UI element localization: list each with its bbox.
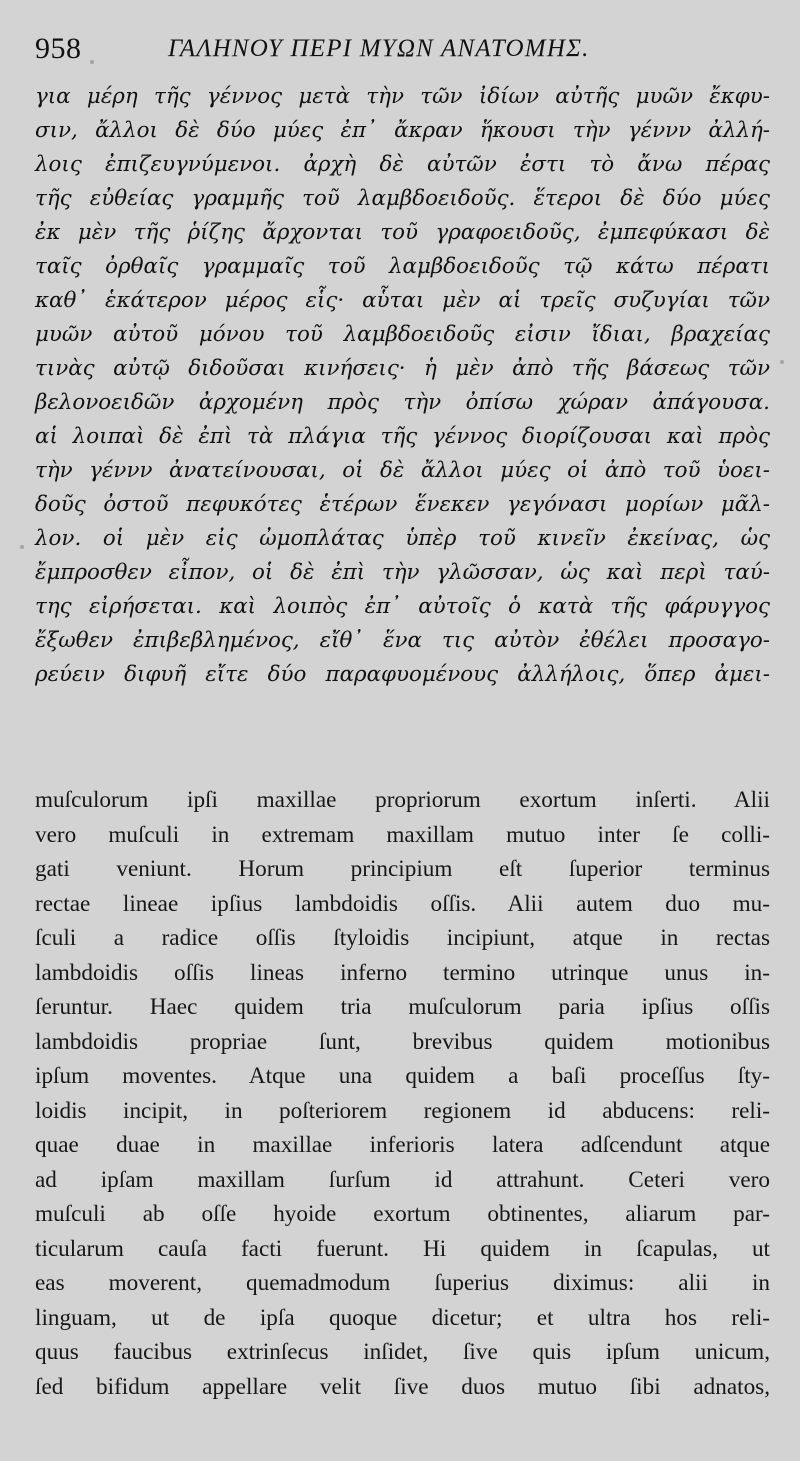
greek-line: αἱ λοιπαὶ δὲ ἐπὶ τὰ πλάγια τῆς γέννος διορίζουσαι καὶ πρὸς (35, 424, 770, 449)
latin-line: ſeruntur. Haec quidem tria muſculorum paria ipſius oſſis (35, 994, 770, 1020)
greek-line: δοῦς ὀστοῦ πεφυκότες ἑτέρων ἕνεκεν γεγόνασι μορίων μᾶλ- (35, 492, 770, 517)
running-title: ΓΑΛΗΝΟΥ ΠΕΡΙ ΜΥΩΝ ΑΝΑΤΟΜΗΣ. (168, 35, 590, 62)
greek-line: σιν, ἄλλοι δὲ δύο μύες ἐπ᾽ ἄκραν ἥκουσι τὴν γέννν ἀλλή- (35, 118, 770, 143)
greek-text-block (35, 80, 770, 692)
latin-line: vero muſculi in extremam maxillam mutuo inter ſe colli- (35, 821, 770, 848)
greek-line: ἔξωθεν ἐπιβεβλημένος, εἴθ᾽ ἕνα τις αὐτὸν ἐθέλει προσαγο- (35, 628, 770, 653)
latin-line: ſed bifidum appellare velit ſive duos mutuo ſibi adnatos, (35, 1373, 770, 1400)
latin-line: ticularum cauſa facti fuerunt. Hi quidem in ſcapulas, ut (35, 1235, 770, 1262)
latin-line: ſculi a radice oſſis ſtyloidis incipiunt, atque in rectas (35, 925, 770, 951)
greek-line: μυῶν αὐτοῦ μόνου τοῦ λαμβδοειδοῦς εἰσιν ἴδιαι, βραχείας (35, 322, 770, 347)
greek-line: καθ᾽ ἑκάτερον μέρος εἷς· αὗται μὲν αἱ τρεῖς συζυγίαι τῶν (35, 288, 770, 313)
greek-line: για μέρη τῆς γέννος μετὰ τὴν τῶν ἰδίων αὐτῆς μυῶν ἔκφυ- (35, 84, 770, 109)
latin-line: linguam, ut de ipſa quoque dicetur; et ultra hos reli- (35, 1304, 770, 1331)
latin-line: lambdoidis propriae ſunt, brevibus quidem motionibus (35, 1028, 770, 1055)
greek-line: τὴν γέννν ἀνατείνουσαι, οἱ δὲ ἄλλοι μύες οἱ ἀπὸ τοῦ ὑοει- (35, 458, 770, 483)
greek-line: της εἰρήσεται. καὶ λοιπὸς ἐπ᾽ αὐτοῖς ὁ κατὰ τῆς φάρυγγος (35, 594, 770, 619)
latin-line: ipſum moventes. Atque una quidem a baſi proceſſus ſty- (35, 1063, 770, 1089)
latin-line: ad ipſam maxillam ſurſum id attrahunt. Ceteri vero (35, 1166, 770, 1193)
latin-line: eas moverent, quemadmodum ſuperius diximus: alii in (35, 1270, 770, 1296)
greek-line: λοις ἐπιζευγνύμενοι. ἀρχὴ δὲ αὐτῶν ἐστι τὸ ἄνω πέρας (35, 152, 770, 177)
greek-line: λον. οἱ μὲν εἰς ὠμοπλάτας ὑπὲρ τοῦ κινεῖν ἐκείνας, ὡς (35, 526, 770, 551)
greek-line: ἔμπροσθεν εἶπον, οἱ δὲ ἐπὶ τὴν γλῶσσαν, ὡς καὶ περὶ ταύ- (35, 560, 770, 585)
greek-line: ἐκ μὲν τῆς ῥίζης ἄρχονται τοῦ γραφοειδοῦς, ἐμπεφύκασι δὲ (35, 220, 770, 245)
latin-line: rectae lineae ipſius lambdoidis oſſis. Alii autem duo mu- (35, 890, 770, 917)
print-speck (20, 545, 24, 549)
latin-line: muſculorum ipſi maxillae propriorum exortum inſerti. Alii (35, 787, 770, 813)
latin-line: quus faucibus extrinſecus inſidet, ſive quis ipſum unicum, (35, 1339, 770, 1365)
greek-line: ταῖς ὀρθαῖς γραμμαῖς τοῦ λαμβδοειδοῦς τῷ κάτω πέρατι (35, 254, 770, 279)
greek-line: τῆς εὐθείας γραμμῆς τοῦ λαμβδοειδοῦς. ἕτεροι δὲ δύο μύες (35, 186, 770, 211)
greek-line: τινὰς αὐτῷ διδοῦσαι κινήσεις· ἡ μὲν ἀπὸ τῆς βάσεως τῶν (35, 356, 770, 381)
latin-line: gati veniunt. Horum principium eſt ſuperior terminus (35, 856, 770, 882)
greek-line: ρεύειν διφυῆ εἴτε δύο παραφυομένους ἀλλήλοις, ὅπερ ἀμει- (35, 662, 770, 687)
page-header (35, 30, 770, 74)
greek-line: βελονοειδῶν ἀρχομένη πρὸς τὴν ὀπίσω χώραν ἀπάγουσα. (35, 390, 770, 415)
latin-line: loidis incipit, in poſteriorem regionem id abducens: reli- (35, 1097, 770, 1124)
print-speck (780, 360, 784, 364)
print-speck (90, 60, 94, 64)
latin-line: lambdoidis oſſis lineas inferno termino utrinque unus in- (35, 959, 770, 986)
latin-line: quae duae in maxillae inferioris latera adſcendunt atque (35, 1132, 770, 1158)
page-number: 958 (35, 32, 82, 65)
latin-line: muſculi ab oſſe hyoide exortum obtinentes, aliarum par- (35, 1201, 770, 1227)
latin-text-block (35, 783, 770, 1404)
